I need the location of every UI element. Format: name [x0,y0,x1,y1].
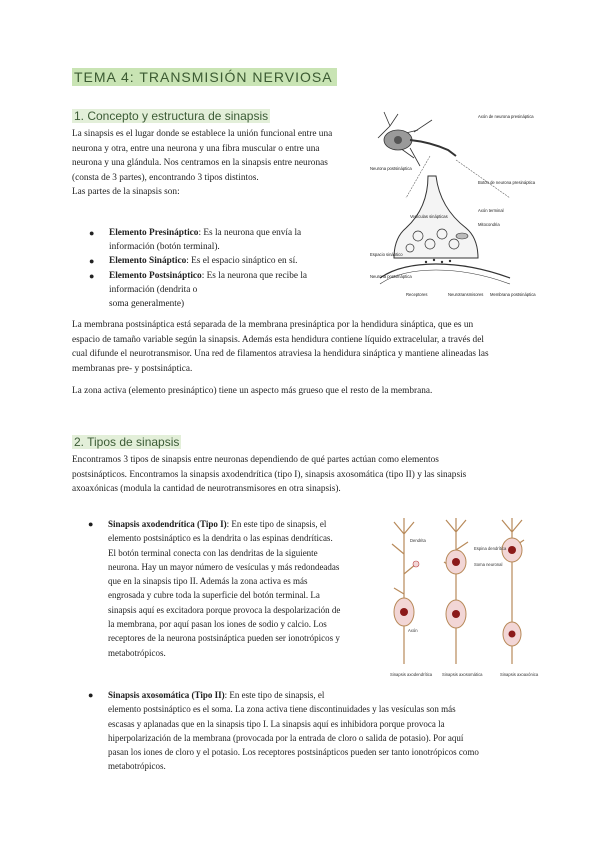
text-line: pasan los iones de cloro y el potasio. Los receptores postsinápticos pueden ser tanto ionotrópicos como [108,747,479,758]
part-desc: : Es la neurona que recibe la [201,270,308,281]
label-boton: Botón de neurona presináptica [478,180,536,185]
axon-shape [410,140,456,156]
neuron-axoaxonic [502,518,524,664]
text-line: postsinápticos. Encontramos la sinapsis axodendrítica (tipo I), sinapsis axosomática (tipo II) y las sinapsis [72,469,467,480]
text-line [108,688,538,702]
text-line: escasas y aplanadas que en la sinapsis tipo I. La sinapsis aquí es inhibidora porque provoca la [108,718,445,729]
text-line: sinapsis aquí es excitadora porque provoca la despolarización de [108,604,341,615]
part-term: Elemento Postsináptico [109,270,202,281]
part-desc: información (botón terminal). [109,242,220,253]
document-title [72,68,337,87]
tipo2-item [88,688,538,774]
text-line: neurona. Hay un mayor número de vesículas y más redondeadas [108,561,340,572]
synapse-parts-list [89,226,349,311]
label-neurona-post2: Neurona postsináptica [370,274,412,279]
text-line: metabotrópicos. [108,647,166,658]
label-vesiculas: Vesículas sinápticas [410,214,448,219]
part-desc: : Es el espacio sináptico en sí. [186,256,298,267]
text-line: la membrana, por aquí pasan los iones de sodio y calcio. Los [108,619,327,630]
bullet-icon: ● [88,690,94,700]
part-desc: : Es la neurona que envía la [198,228,302,238]
neurotransmitter-dot [433,259,435,261]
tipo1-term: Sinapsis axodendrítica (Tipo I) [108,519,227,529]
list-item [89,254,349,268]
section2-heading [72,434,181,450]
text-line: (consta de 3 partes), encontrando 3 tipos distintos. [72,172,259,183]
section1-heading-text: 1. Concepto y estructura de sinapsis [74,109,269,123]
section2-heading-text: 2. Tipos de sinapsis [74,435,180,449]
text-line: receptores de la neurona postsináptica pueden ser ionotrópicos y [108,633,340,644]
text-line: neurona y otra, entre una neurona y una fibra muscular o entre una [72,143,320,154]
bullet-icon: ● [89,256,95,267]
text-line: La membrana postsináptica está separada de la membrana presináptica por la hendidura sináptica, que es un [72,320,474,330]
text-line: metabotrópicos. [108,761,166,772]
section2-intro [72,453,532,497]
tipo1-text: : En este tipo de sinapsis, el [226,519,327,529]
caption-axoaxonic: Sinapsis axoaxónica [500,672,539,677]
part-desc: información (dendrita o [109,284,198,295]
text-line: El botón terminal conecta con las dendritas de la siguiente [108,547,318,558]
text-line: Encontramos 3 tipos de sinapsis entre neuronas dependiendo de qué partes actúan como elementos [72,455,439,465]
text-line: hiperpolarización de la membrana (provocada por la entrada de cloro o salida de potasio). Por aquí [108,732,464,743]
part-term: Elemento Presináptico [109,228,199,238]
caption-axosomatic: Sinapsis axosomática [442,672,483,677]
bullet-icon: ● [88,519,94,529]
mitochondria-shape [456,233,468,239]
label-axon: Axón de neurona presináptica [478,114,534,119]
label-membrana: Membrana postsináptica [490,292,536,297]
section1-paragraph-2 [72,318,532,376]
text-line: Las partes de la sinapsis son: [72,187,180,197]
tipo2-term: Sinapsis axosomática (Tipo II) [108,690,225,700]
neuron-axosomatic [444,518,468,664]
text-line: La zona activa (elemento presináptico) tiene un aspecto más grueso que el resto de la membrana. [72,386,433,396]
synapse-structure-figure [370,108,536,304]
tipo2-text: : En este tipo de sinapsis, el [224,690,325,700]
label-receptores: Receptores [406,292,428,297]
list-item [89,269,349,312]
label-neuron-post: Neurona postsináptica [370,166,412,171]
text-line: membranas pre- y postsináptica. [72,363,193,374]
label-espina: Espina dendrítica [474,546,507,551]
text-line: elemento postsináptico es la dendrita o las espinas dendríticas. [108,533,333,544]
part-desc: soma generalmente) [109,299,185,310]
section1-intro [72,127,352,200]
label-soma: Soma neuronal [474,562,503,567]
neurotransmitter-dot [425,261,427,263]
title-text: TEMA 4: TRANSMISIÓN NERVIOSA [72,68,337,86]
label-neurotransmisores: Neurotransmisores [448,292,484,297]
label-espacio: Espacio sináptico [370,252,403,257]
neurotransmitter-dot [441,261,443,263]
label-mitocondria: Mitocondria [478,222,500,227]
bullet-icon: ● [89,228,95,238]
label-axon-terminal: Axón terminal [478,208,504,213]
label-axon-2: Axón [408,628,418,633]
text-line: axoaxónicas (modula la cantidad de neurotransmisores en otra sinapsis). [72,484,341,494]
neurotransmitter-dot [449,260,451,262]
text-line: neurona y una glándula. Nos centramos en la sinapsis entre neuronas [72,158,328,168]
section1-paragraph-3 [72,384,532,399]
zoom-lines [406,156,510,198]
list-item [89,226,349,254]
part-term: Elemento Sináptico [109,256,187,267]
text-line: engrosada y cubre toda la superficie del botón terminal. La [108,590,320,601]
text-line: espacio de tamaño variable según la sinapsis. Además esta hendidura contiene líquido extracelular, a través del [72,334,484,345]
nucleus-shape [394,136,402,144]
text-line [108,517,378,531]
tipo1-item [88,517,378,660]
text-line: La sinapsis es el lugar donde se establece la unión funcional entre una [72,129,333,139]
text-line: cual difunde el neurotransmisor. Una red de filamentos atraviesa la hendidura sináptica y mantiene alineadas las [72,349,489,359]
section1-heading [72,108,270,124]
bullet-icon: ● [89,270,95,281]
caption-axodendritic: Sinapsis axodendrítica [390,672,433,677]
text-line: elemento postsináptico es el soma. La zona activa tiene discontinuidades y las vesículas son más [108,704,456,715]
text-line: que en la sinapsis tipo II. Además la zona activa es más [108,576,308,587]
label-dendrita: Dendrita [410,538,426,543]
synapse-types-figure [380,514,540,684]
